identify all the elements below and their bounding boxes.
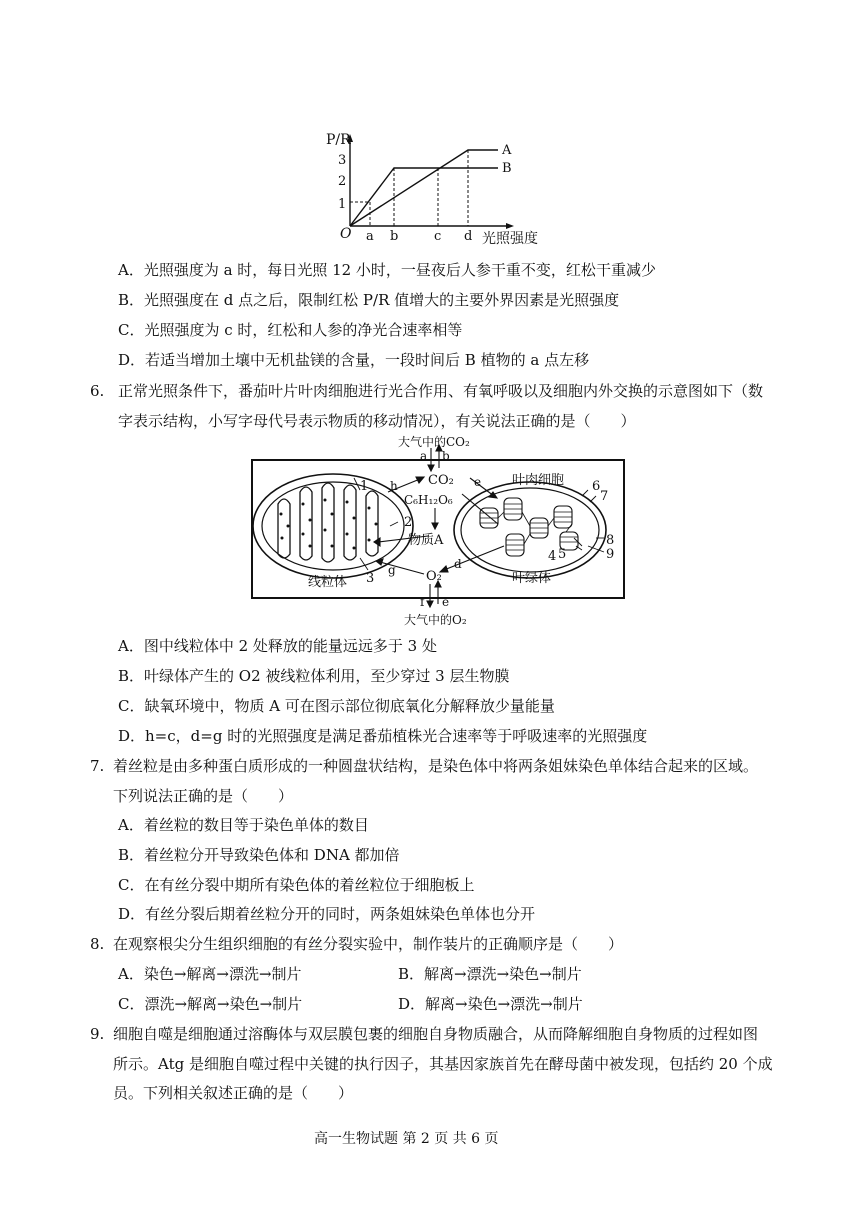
origin-label: O	[340, 226, 352, 242]
atmosphere-co2-label: 大气中的CO₂	[398, 435, 470, 449]
structure-number: 8	[606, 533, 615, 548]
arrow-letter: f	[420, 595, 425, 609]
mitochondrion-label: 线粒体	[308, 575, 348, 590]
co2-label: CO₂	[428, 473, 454, 488]
q5-option-a: A．光照强度为 a 时，每日光照 12 小时，一昼夜后人参干重不变，红松干重减少	[118, 261, 656, 279]
q6-option-c: C．缺氧环境中，物质 A 可在图示部位彻底氧化分解释放少量能量	[118, 697, 555, 715]
arrow-letter: e	[474, 475, 482, 489]
cell-diagram	[248, 434, 628, 629]
y-axis-label: P/R	[326, 132, 351, 148]
arrow-letter: a	[420, 449, 428, 463]
q8-option-a: A．染色→解离→漂洗→制片	[118, 965, 302, 983]
o2-label: O₂	[426, 569, 442, 584]
y-tick: 1	[338, 197, 347, 212]
q5-option-d: D．若适当增加土壤中无机盐镁的含量，一段时间后 B 植物的 a 点左移	[118, 351, 590, 369]
arrow-letter: d	[454, 557, 462, 571]
q9-stem: 所示。Atg 是细胞自噬过程中关键的执行因子，其基因家族首先在酵母菌中被发现，包括约 20 个成	[113, 1055, 773, 1073]
mesophyll-cell-label: 叶肉细胞	[512, 473, 565, 488]
q8-stem: 在观察根尖分生组织细胞的有丝分裂实验中，制作装片的正确顺序是（ ）	[113, 935, 624, 953]
q6-option-a: A．图中线粒体中 2 处释放的能量远远多于 3 处	[118, 637, 437, 655]
page-footer: 高一生物试题 第 2 页 共 6 页	[314, 1131, 499, 1147]
structure-number: 2	[404, 515, 413, 530]
line-label-b: B	[502, 161, 512, 176]
structure-number: 7	[600, 489, 609, 504]
question-number: 7.	[90, 757, 105, 775]
q8-option-c: C．漂洗→解离→染色→制片	[118, 995, 303, 1013]
structure-number: 6	[592, 479, 601, 494]
substance-a-label: 物质A	[408, 533, 444, 548]
q6-option-d: D．h=c，d=g 时的光照强度是满足番茄植株光合速率等于呼吸速率的光照强度	[118, 727, 648, 745]
pr-light-graph	[320, 128, 560, 248]
q5-option-b: B．光照强度在 d 点之后，限制红松 P/R 值增大的主要外界因素是光照强度	[118, 291, 620, 309]
x-tick: c	[434, 229, 442, 244]
structure-number: 3	[366, 571, 375, 586]
q7-option-c: C．在有丝分裂中期所有染色体的着丝粒位于细胞板上	[118, 876, 475, 894]
structure-number: 4	[548, 549, 557, 564]
question-number: 8.	[90, 935, 105, 953]
q7-stem: 着丝粒是由多种蛋白质形成的一种圆盘状结构，是染色体中将两条姐妹染色单体结合起来的区域。	[113, 757, 759, 775]
x-tick: a	[366, 229, 374, 244]
line-label-a: A	[502, 143, 512, 158]
x-axis-label: 光照强度	[482, 231, 538, 247]
q6-stem: 字表示结构，小写字母代号表示物质的移动情况），有关说法正确的是（ ）	[118, 412, 636, 430]
structure-number: 1	[360, 479, 369, 494]
atmosphere-o2-label: 大气中的O₂	[404, 613, 467, 627]
y-tick: 2	[338, 174, 347, 189]
question-number: 6.	[90, 382, 105, 400]
q8-option-b: B．解离→漂洗→染色→制片	[398, 965, 582, 983]
q7-option-d: D．有丝分裂后期着丝粒分开的同时，两条姐妹染色单体也分开	[118, 905, 536, 923]
q5-option-c: C．光照强度为 c 时，红松和人参的净光合速率相等	[118, 321, 463, 339]
q6-option-b: B．叶绿体产生的 O2 被线粒体利用，至少穿过 3 层生物膜	[118, 667, 510, 685]
q7-stem: 下列说法正确的是（ ）	[113, 787, 294, 805]
arrow-letter: g	[388, 563, 396, 577]
q6-stem: 正常光照条件下，番茄叶片叶肉细胞进行光合作用、有氧呼吸以及细胞内外交换的示意图如下（数	[118, 382, 764, 400]
x-tick: b	[390, 229, 399, 244]
arrow-letter: e	[442, 595, 450, 609]
chloroplast-label: 叶绿体	[512, 571, 552, 586]
q9-stem: 细胞自噬是细胞通过溶酶体与双层膜包裹的细胞自身物质融合，从而降解细胞自身物质的过程如图	[113, 1025, 759, 1043]
structure-number: 9	[606, 547, 615, 562]
x-tick: d	[464, 229, 473, 244]
q9-stem: 员。下列相关叙述正确的是（ ）	[113, 1084, 354, 1102]
arrow-letter: b	[442, 449, 450, 463]
y-tick: 3	[338, 153, 347, 168]
q7-option-a: A．着丝粒的数目等于染色单体的数目	[118, 816, 369, 834]
q7-option-b: B．着丝粒分开导致染色体和 DNA 都加倍	[118, 846, 400, 864]
glucose-label: C₆H₁₂O₆	[404, 493, 453, 507]
arrow-letter: h	[390, 479, 398, 493]
question-number: 9.	[90, 1025, 105, 1043]
structure-number: 5	[558, 547, 567, 562]
q8-option-d: D．解离→染色→漂洗→制片	[398, 995, 583, 1013]
